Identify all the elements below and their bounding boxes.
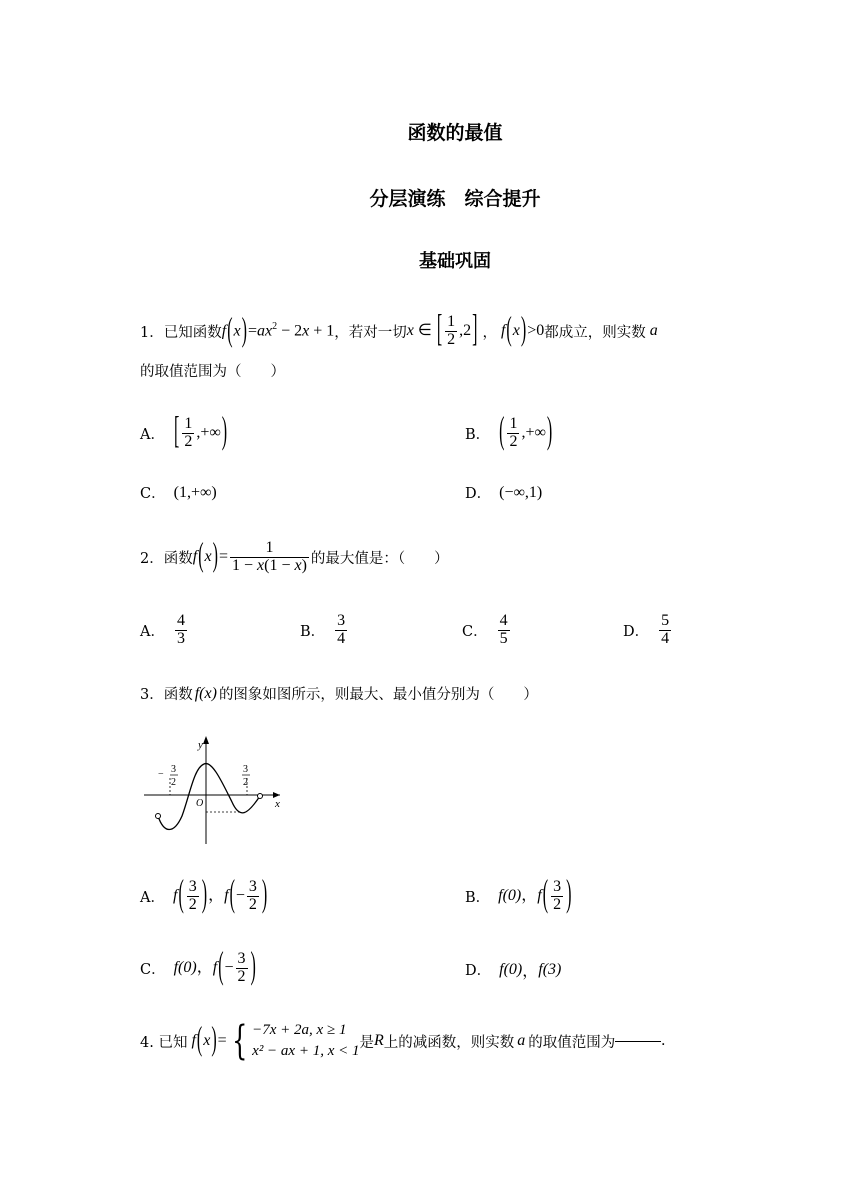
q1-option-b[interactable]: B． ( $\frac{1}{2}$ ,+∞) (465, 411, 553, 453)
open-endpoint-right (258, 794, 263, 799)
x-label: x (275, 798, 280, 810)
origin-label: O (196, 798, 204, 809)
q1-function: $f(x)=ax^2 - 2x + 1$ (221, 312, 335, 349)
q1-option-a[interactable]: A． [ $\frac{1}{2}$ ,+∞) (140, 411, 228, 453)
y-label: y (198, 739, 203, 751)
q1-condition: f(x)>0 (500, 312, 545, 348)
q3-after: 的图象如图所示，则最大、最小值分别为（ ） (218, 687, 538, 703)
q4-case-1: −7x + 2a, x ≥ 1 (252, 1022, 347, 1038)
q1-interval: x ∈ [ $\frac{1}{2}$ ,2] (406, 309, 478, 351)
pos-tick-num: 3 (243, 764, 248, 775)
q3-fx: f(x) (194, 684, 217, 702)
neg-tick-den: 2 (171, 777, 176, 788)
q2-option-c[interactable]: C． $\frac{4}{5}$ (462, 611, 508, 647)
q4-piecewise: { −7x + 2a, x ≥ 1 x² − ax + 1, x < 1 (231, 1018, 360, 1064)
q3-option-a[interactable]: A． f( $\frac{3}{2}$ )，f(− $\frac{3}{2}$ ) (140, 874, 268, 916)
answer-blank[interactable] (615, 1041, 661, 1042)
y-axis-arrow-icon (203, 736, 209, 744)
q4-var-a: a (517, 1032, 526, 1049)
svg-text:−: − (158, 769, 164, 780)
q1-mid: ，若对一切 (334, 324, 407, 341)
q2-option-a[interactable]: A． $\frac{4}{3}$ (140, 611, 185, 647)
q3-option-b[interactable]: B． f(0) ，f( $\frac{3}{2}$ ) (465, 874, 572, 916)
q3-option-d[interactable]: D． f(0) ， f(3) (465, 960, 562, 980)
section-heading: 基础巩固 (419, 251, 491, 272)
function-graph (140, 730, 290, 848)
q4-label: 4. 已知 (140, 1034, 188, 1051)
q3-option-c[interactable]: C． f(0) ，f(− $\frac{3}{2}$ ) (140, 946, 256, 988)
question-4-stem: 4. 已知 f(x)= { −7x + 2a, x ≥ 1 x² − ax + 1, x < 1 是 R 上的减函数，则实数 a 的取值范围为 . (140, 1018, 666, 1064)
q2-function: f(x)= $\frac{1}{1 - x(1 - x)}$ (192, 538, 307, 574)
q4-case-2: x² − ax + 1, x < 1 (252, 1043, 360, 1059)
question-1-stem: 1．已知函数 $f(x)=ax^2 - 2x + 1$ ，若对一切 x ∈ [ $\frac{1}{2}$ ,2] ， f(x)>0 都成立，则实数 a (140, 309, 658, 351)
q1-var-a: a (649, 322, 658, 339)
q4-function: f(x)= (191, 1022, 227, 1058)
q4-R: R (374, 1032, 384, 1049)
q1-option-c[interactable]: C． (1,+∞) (140, 483, 217, 502)
page-subtitle: 分层演练 综合提升 (369, 188, 541, 210)
q1-after: 都成立，则实数 (544, 324, 646, 341)
q2-label: 2．函数 (140, 550, 193, 567)
open-endpoint-left (156, 814, 161, 819)
question-3-stem (140, 683, 538, 704)
question-1-cont: 的取值范围为（ ） (140, 364, 285, 380)
neg-tick-num: 3 (171, 764, 176, 775)
q3-label: 3．函数 (140, 687, 193, 703)
pos-tick-den: 2 (243, 777, 248, 788)
q2-option-b[interactable]: B． $\frac{3}{4}$ (300, 611, 346, 647)
q2-option-d[interactable]: D． $\frac{5}{4}$ (623, 611, 670, 647)
q2-after: 的最大值是：（ ） (310, 550, 449, 567)
q1-option-d[interactable]: D． (−∞,1) (465, 483, 543, 502)
page-title: 函数的最值 (407, 122, 503, 144)
question-2-stem (140, 534, 449, 580)
q1-label: 1．已知函数 (140, 324, 222, 341)
